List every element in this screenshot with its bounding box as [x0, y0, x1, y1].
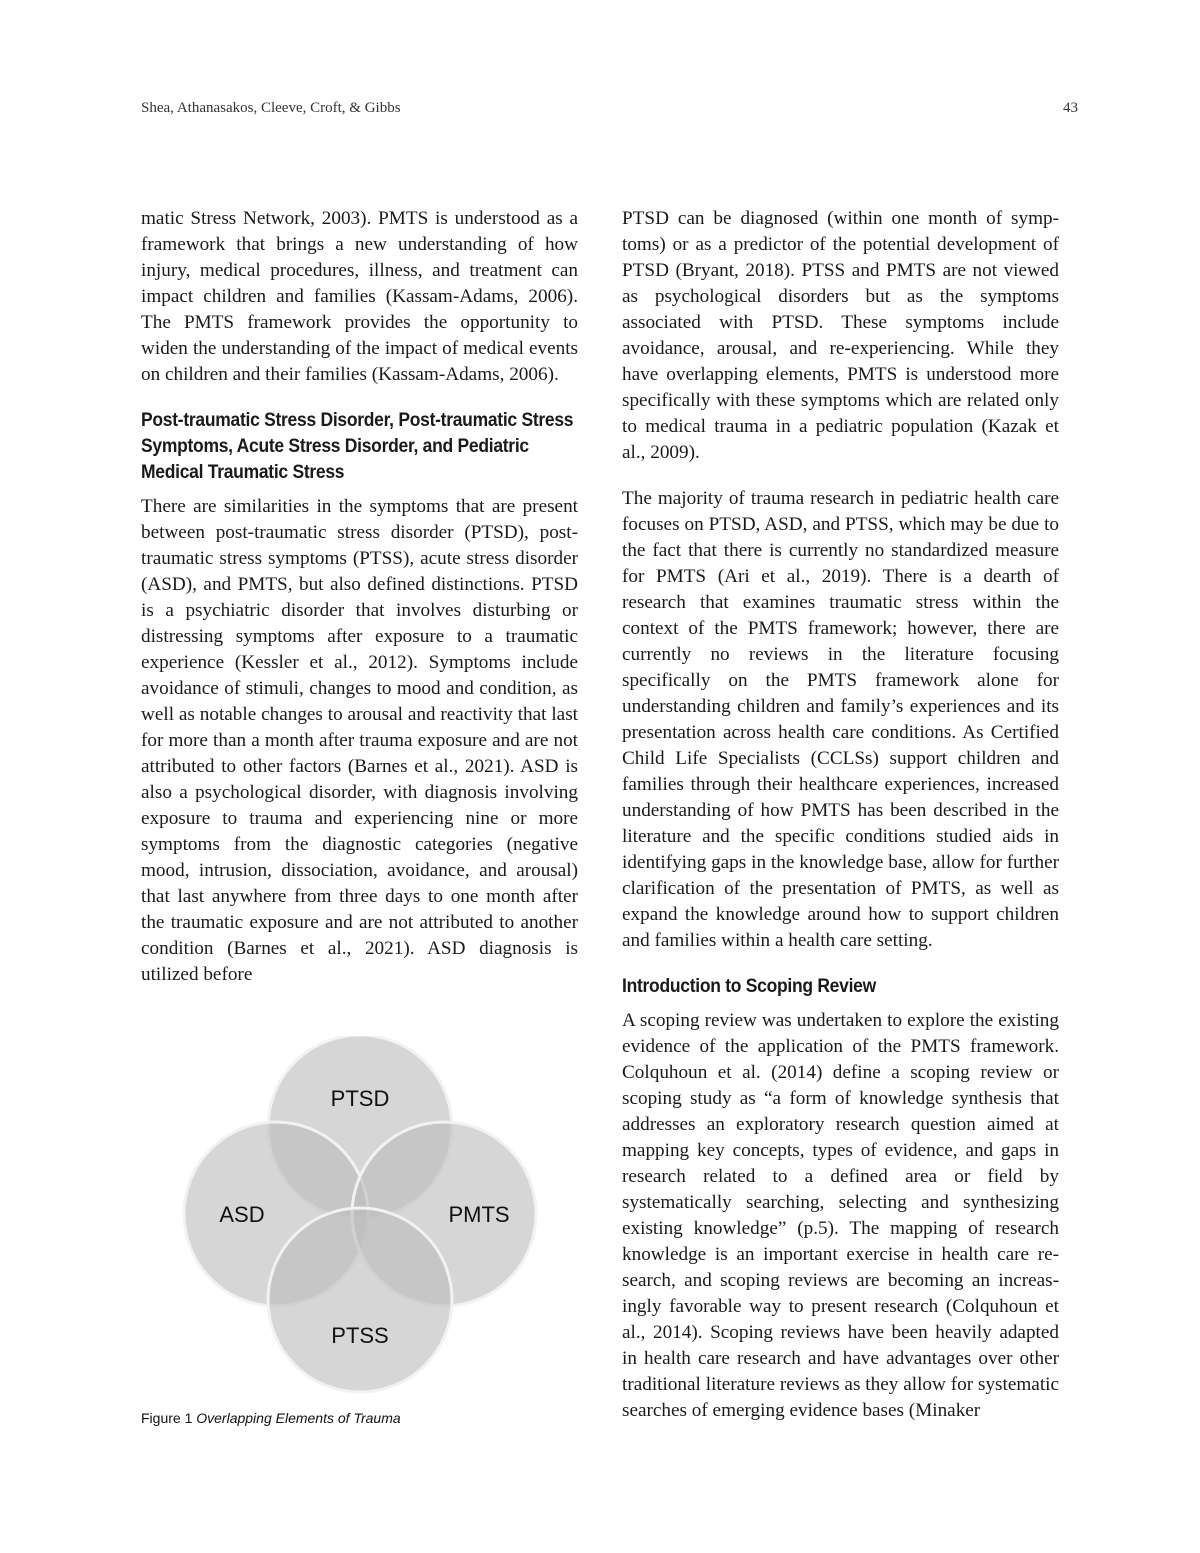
figure-caption-title: Overlapping Elements of Trauma [196, 1410, 401, 1426]
right-column [622, 206, 1059, 1424]
venn-label-ptss: PTSS [331, 1323, 389, 1348]
left-paragraph-2: There are similarities in the symptoms that are present between post-traumatic stress disorder (PTSD), post-traumatic stress symptoms (PTSS), acute stress disorder (ASD), and PMTS, but also defined distinctions. PTSD is a psychiatric disorder that involves disturbing or distressing symptoms after exposure to a traumatic experience (Kessler et al., 2012). Symptoms include avoidance of stimuli, changes to mood and condition, as well as notable changes to arousal and reactivity that last for more than a month after trauma exposure and are not attributed to other factors (Barnes et al., 2021). ASD is also a psychological disorder, with diagnosis involving exposure to trauma and experiencing nine or more symptoms from the diagnostic categories (negative mood, intrusion, dissociation, avoidance, and arousal) that last anywhere from three days to one month after the traumatic exposure and are not attributed to another condition (Barnes et al., 2021). ASD diagnosis is utilized before [141, 496, 578, 985]
section-heading-ptsd: Post-traumatic Stress Disorder, Post-traumatic Stress Symptoms, Acute Stress Disorder, and Pediatric Medical Traumatic Stress [141, 410, 574, 483]
venn-diagram [141, 1036, 578, 1406]
right-paragraph-2: The majority of trauma research in pediatric health care focuses on PTSD, ASD, and PTSS, which may be due to the fact that there is currently no standardized measure for PMTS (Ari et al., 2019). There is a dearth of research that examines traumatic stress within the context of the PMTS framework; however, there are currently no reviews in the literature focusing specifically on the PMTS framework alone for understanding children and family’s experiences and its presentation across health care conditions. As Certified Child Life Specialists (CCLSs) support children and families through their healthcare experiences, increased understanding of how PMTS has been described in the literature and the specific conditions studied aids in identifying gaps in the knowledge base, allow for further clarification of the presentation of PMTS, as well as expand the knowledge around how to support children and families within a health care setting. [622, 488, 1059, 951]
figure-caption-label: Figure 1 [141, 1410, 193, 1426]
venn-label-pmts: PMTS [448, 1202, 510, 1227]
left-paragraph-1: matic Stress Network, 2003). PMTS is understood as a framework that brings a new understanding of how injury, medical procedures, illness, and treatment can impact children and families (Kassam-Adams, 2006). The PMTS framework provides the opportunity to widen the understanding of the impact of medical events on children and their families (Kassam-Adams, 2006). [141, 208, 578, 385]
running-header-authors: Shea, Athanasakos, Cleeve, Croft, & Gibbs [141, 100, 401, 116]
venn-label-asd: ASD [219, 1202, 265, 1227]
right-paragraph-1: PTSD can be diagnosed (within one month of symptoms) or as a predictor of the potential development of PTSD (Bryant, 2018). PTSS and PMTS are not viewed as psychological disorders but as the symptoms associated with PTSD. These symptoms include avoidance, arousal, and re-experiencing. While they have overlapping elements, PMTS is understood more specifically with these symptoms which are related only to medical trauma in a pediatric population (Kazak et al., 2009). [622, 208, 1059, 463]
page-number: 43 [1063, 100, 1078, 116]
venn-label-ptsd: PTSD [330, 1086, 390, 1111]
figure-caption [141, 1410, 401, 1426]
left-column [141, 206, 578, 988]
venn-circle-ptss [268, 1208, 452, 1392]
right-paragraph-3: A scoping review was undertaken to explore the existing evidence of the application of the PMTS framework. Colquhoun et al. (2014) define a scoping review or scoping study as “a form of knowledge synthesis that addresses an exploratory research question aimed at mapping key concepts, types of evidence, and gaps in research related to a defined area or field by systematically searching, selecting and synthesizing existing knowledge” (p.5). The mapping of research knowledge is an important exercise in health care research, and scoping reviews are becoming an increasingly favorable way to present research (Colquhoun et al., 2014). Scoping reviews have been heavily adapted in health care research and have advantages over other traditional literature reviews as they allow for systematic searches of emerging evidence bases (Minaker [622, 1010, 1059, 1421]
figure-venn-diagram [141, 1036, 578, 1436]
section-heading-scoping-review: Introduction to Scoping Review [622, 976, 876, 997]
running-header [141, 100, 1078, 124]
